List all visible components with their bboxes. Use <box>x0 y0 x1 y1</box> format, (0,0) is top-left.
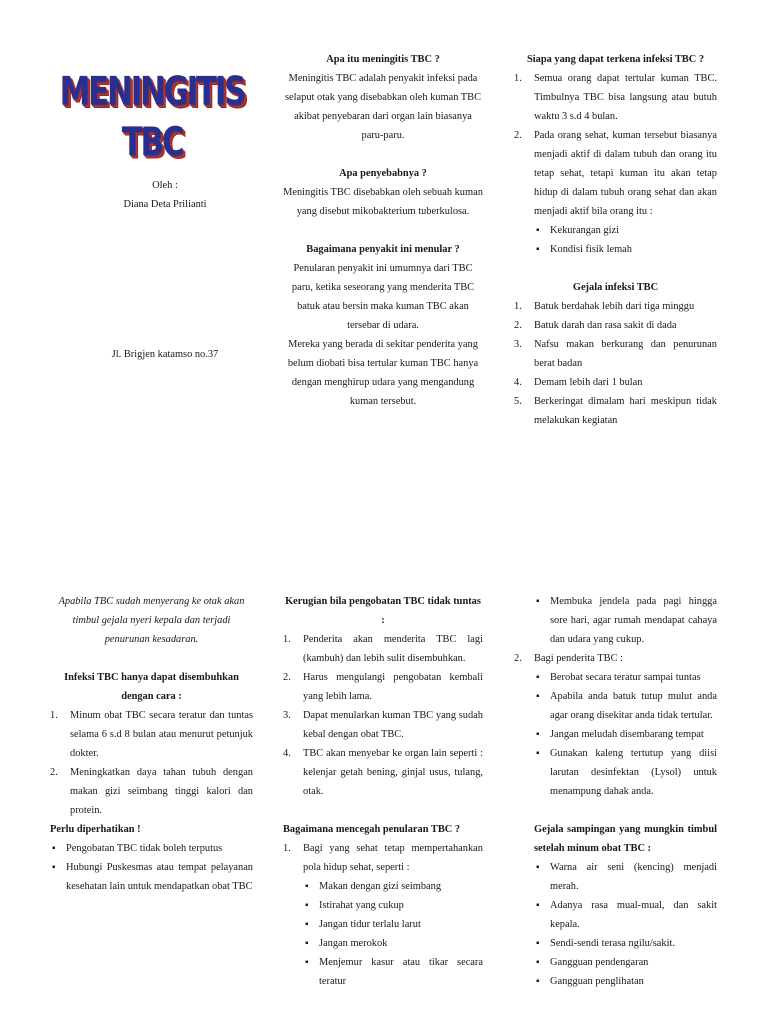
list-item: 1. Minum obat TBC secara teratur dan tuntas selama 6 s.d 8 bulan atau menurut petunjuk dokter. <box>50 710 253 759</box>
heading-what-is: Apa itu meningitis TBC ? <box>326 54 440 65</box>
prevent-list <box>283 839 483 877</box>
heading-symptoms: Gejala infeksi TBC <box>572 282 659 293</box>
window-bullet <box>534 592 717 649</box>
note-bullets <box>50 839 253 896</box>
heading-side-effects: Gejala sampingan yang mungkin timbul setelah minum obat TBC : <box>534 824 717 854</box>
para-what-is: Meningitis TBC adalah penyakit infeksi pada selaput otak yang disebabkan oleh kuman TBC akibat penyebaran dari organ lain biasanya paru-paru. <box>284 73 482 141</box>
list-item: ▪ Makan dengan gizi seimbang <box>303 877 483 896</box>
author-block <box>60 176 270 214</box>
heading-cure: Infeksi TBC hanya dapat disembuhkan dengan cara : <box>64 672 239 702</box>
list-item: 4. TBC akan menyebar ke organ lain seperti : kelenjar getah bening, ginjal usus, tulang, otak. <box>283 748 483 797</box>
list-item: ▪ Kondisi fisik lemah <box>534 240 717 259</box>
list-item: ▪ Menjemur kasur atau tikar secara teratur <box>303 953 483 991</box>
para-transmission-2: Mereka yang berada di sekitar penderita yang belum diobati bisa tertular kuman TBC hanya dengan menghirup udara yang mengandung kuman tersebut. <box>287 339 479 407</box>
heading-notes: Perlu diperhatikan ! <box>50 824 141 835</box>
heading-who: Siapa yang dapat terkena infeksi TBC ? <box>526 54 705 65</box>
para-transmission-1: Penularan penyakit ini umumnya dari TBC paru, ketika seseorang yang menderita TBC batuk atau bersin maka kuman TBC akan tersebar di udara. <box>291 263 475 331</box>
list-item: 1. Bagi yang sehat tetap mempertahankan pola hidup sehat, seperti : <box>283 843 483 873</box>
intro-brain: Apabila TBC sudah menyerang ke otak akan timbul gejala nyeri kepala dan terjadi penurunan kesadaran. <box>58 596 245 645</box>
heading-transmission: Bagaimana penyakit ini menular ? <box>306 244 460 255</box>
list-item: 5. Berkeringat dimalam hari meskipun tidak melakukan kegiatan <box>514 396 717 426</box>
list-item: 2. Pada orang sehat, kuman tersebut biasanya menjadi aktif di dalam tubuh dan orang itu tetap sehat, tetapi kuman itu akan tetap hidup di dalam tubuh orang sehat dan akan menjadi aktif bila orang itu : <box>514 130 717 217</box>
who-list <box>514 69 717 221</box>
list-item: ▪ Hubungi Puskesmas atau tempat pelayanan kesehatan lain untuk mendapatkan obat TBC <box>50 858 253 896</box>
list-item: ▪ Gangguan pendengaran <box>534 953 717 972</box>
patient-list <box>514 649 717 668</box>
list-item: 2. Batuk darah dan rasa sakit di dada <box>514 320 677 331</box>
list-item: 2. Meningkatkan daya tahan tubuh dengan makan gizi seimbang tinggi kalori dan protein. <box>50 767 253 816</box>
para-cause: Meningitis TBC disebabkan oleh sebuah kuman yang disebut mikobakterium tuberkulosa. <box>283 187 483 217</box>
list-item: ▪ Sendi-sendi terasa ngilu/sakit. <box>534 934 717 953</box>
list-item: ▪ Jangan tidur terlalu larut <box>303 915 483 934</box>
heading-losses: Kerugian bila pengobatan TBC tidak tuntas : <box>285 596 481 626</box>
author-name: Diana Deta Prilianti <box>123 199 207 210</box>
list-item: ▪ Berobat secara teratur sampai tuntas <box>534 668 717 687</box>
list-item: ▪ Apabila anda batuk tutup mulut anda agar orang disekitar anda tidak tertular. <box>534 687 717 725</box>
list-item: ▪ Gangguan penglihatan <box>534 972 717 991</box>
list-item: 2. Bagi penderita TBC : <box>514 653 623 664</box>
list-item: ▪ Adanya rasa mual-mual, dan sakit kepala. <box>534 896 717 934</box>
list-item: ▪ Kekurangan gizi <box>534 221 717 240</box>
cure-list <box>50 706 253 820</box>
list-item: ▪ Membuka jendela pada pagi hingga sore hari, agar rumah mendapat cahaya dan udara yang cukup. <box>534 592 717 649</box>
heading-cause: Apa penyebabnya ? <box>339 168 427 179</box>
list-item: ▪ Pengobatan TBC tidak boleh terputus <box>50 839 253 858</box>
prevent-bullets <box>303 877 483 991</box>
list-item: 4. Demam lebih dari 1 bulan <box>514 377 643 388</box>
list-item: ▪ Jangan merokok <box>303 934 483 953</box>
list-item: ▪ Jangan meludah disembarang tempat <box>534 725 717 744</box>
col4 <box>50 592 253 896</box>
heading-prevent: Bagaimana mencegah penularan TBC ? <box>283 824 461 835</box>
side-effect-bullets <box>534 858 717 991</box>
list-item: ▪ Istirahat yang cukup <box>303 896 483 915</box>
list-item: 3. Nafsu makan berkurang dan penurunan berat badan <box>514 339 717 369</box>
list-item: ▪ Gunakan kaleng tertutup yang diisi larutan desinfektan (Lysol) untuk menampung dahak anda. <box>534 744 717 801</box>
loss-list <box>283 630 483 801</box>
list-item: ▪ Warna air seni (kencing) menjadi merah. <box>534 858 717 896</box>
symptom-list <box>514 297 717 430</box>
list-item: 3. Dapat menularkan kuman TBC yang sudah kebal dengan obat TBC. <box>283 710 483 740</box>
list-item: 2. Harus mengulangi pengobatan kembali yang lebih lama. <box>283 672 483 702</box>
list-item: 1. Batuk berdahak lebih dari tiga minggu <box>514 301 695 312</box>
patient-bullets <box>534 668 717 801</box>
col5 <box>283 592 483 991</box>
list-item: 1. Penderita akan menderita TBC lagi (kambuh) dan lebih sulit disembuhkan. <box>283 634 483 664</box>
condition-bullets <box>534 221 717 259</box>
col2 <box>283 50 483 411</box>
col3 <box>514 50 717 430</box>
address: Jl. Brigjen katamso no.37 <box>111 349 219 360</box>
list-item: 1. Semua orang dapat tertular kuman TBC. Timbulnya TBC bisa langsung atau butuh waktu 3 s.d 4 bulan. <box>514 73 717 122</box>
col6 <box>514 592 717 991</box>
by-label: Oleh : <box>152 180 178 191</box>
logo-wordart: MENINGITIS TBC <box>59 69 245 166</box>
